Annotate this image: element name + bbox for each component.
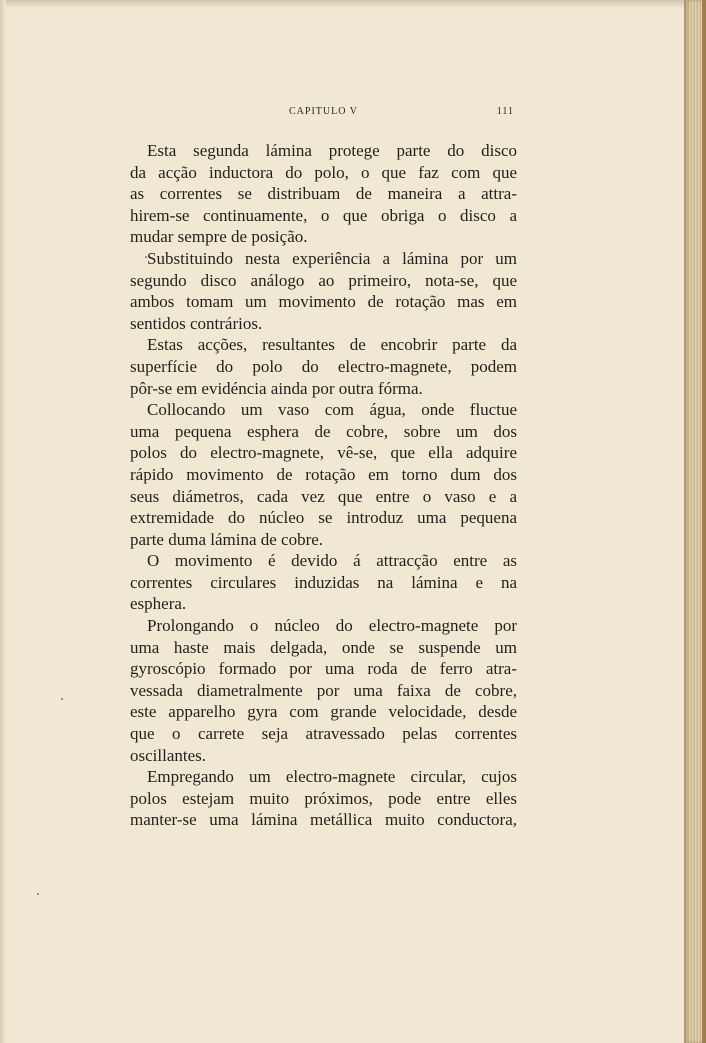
- text-line: superfície do polo do electro-magnete, podem: [130, 356, 517, 376]
- text-line: vessada diametralmente por uma faixa de cobre,: [130, 680, 517, 700]
- text-line: esphera.: [130, 594, 187, 614]
- text-line: oscillantes.: [130, 745, 207, 765]
- text-line: Estas acções, resultantes de encobrir parte da: [147, 335, 517, 355]
- text-line: Empregando um electro-magnete circular, cujos: [147, 767, 517, 787]
- running-head: [130, 106, 517, 124]
- text-line: uma haste mais delgada, onde se suspende um: [130, 637, 517, 657]
- page-fore-edge-shadow: [702, 0, 706, 1043]
- text-line: este apparelho gyra com grande velocidade, desde: [130, 702, 517, 722]
- text-line: hirem-se continuamente, o que obriga o disco a: [130, 205, 517, 225]
- text-line: rápido movimento de rotação em torno dum dos: [130, 464, 517, 484]
- text-line: da acção inductora do polo, o que faz com que: [130, 162, 517, 182]
- text-line: Prolongando o núcleo do electro-magnete por: [147, 616, 517, 636]
- text-line: correntes circulares induzidas na lámina e na: [130, 572, 517, 592]
- text-line: manter-se uma lámina metállica muito conductora,: [130, 810, 517, 830]
- text-line: gyroscópio formado por uma roda de ferro atra-: [130, 659, 517, 679]
- paper-speck: [37, 893, 39, 895]
- text-line: Collocando um vaso com água, onde fluctue: [147, 400, 517, 420]
- text-line: seus diámetros, cada vez que entre o vaso e a: [130, 486, 517, 506]
- paper-speck: [61, 698, 63, 700]
- text-line: extremidade do núcleo se introduz uma pequena: [130, 508, 517, 528]
- text-line: pôr-se em evidéncia ainda por outra fórma.: [130, 378, 423, 398]
- page-left-shadow: [0, 0, 6, 1043]
- text-line: Esta segunda lámina protege parte do disco: [147, 141, 517, 160]
- text-line: O movimento é devido á attracção entre as: [147, 551, 517, 571]
- text-line: uma pequena esphera de cobre, sobre um dos: [130, 421, 517, 441]
- chapter-title: CAPITULO V: [289, 106, 358, 117]
- text-line: sentidos contrários.: [130, 313, 263, 333]
- paper-speck: [145, 256, 147, 258]
- text-line: polos do electro-magnete, vê-se, que ella adquire: [130, 443, 517, 463]
- text-line: polos estejam muito próximos, pode entre elles: [130, 788, 517, 808]
- page-number: 111: [496, 106, 514, 117]
- text-line: mudar sempre de posição.: [130, 227, 308, 247]
- text-line: ambos tomam um movimento de rotação mas em: [130, 292, 517, 312]
- text-line: parte duma lámina de cobre.: [130, 529, 324, 549]
- text-line: Substituindo nesta experiência a lámina por um: [147, 248, 517, 268]
- text-line: as correntes se distribuam de maneira a attra-: [130, 184, 517, 204]
- text-line: que o carrete seja atravessado pelas correntes: [130, 724, 517, 744]
- body-text: [130, 140, 517, 831]
- text-line: segundo disco análogo ao primeiro, nota-se, que: [130, 270, 517, 290]
- page-top-shadow: [0, 0, 706, 8]
